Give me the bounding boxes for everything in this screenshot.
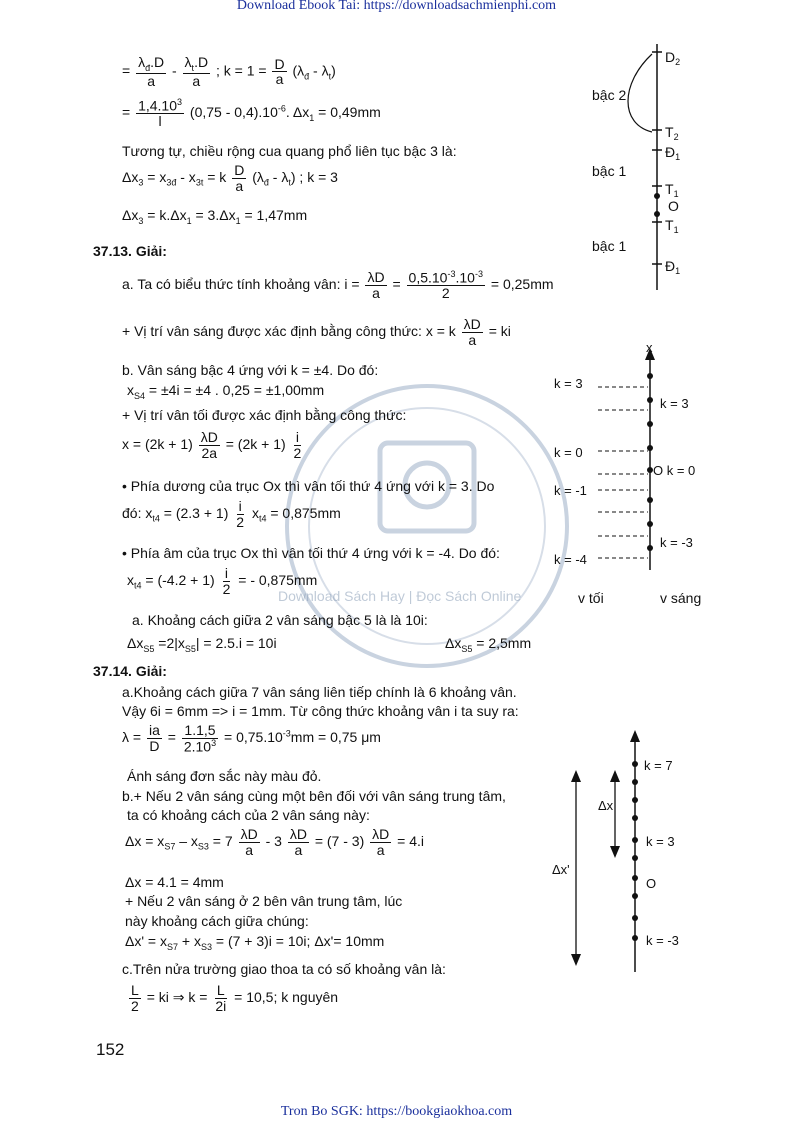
label-t2: $T_2$ bbox=[665, 124, 679, 142]
section-37-14-title: 37.14. Giải: bbox=[93, 663, 167, 679]
eq-delta-x-prime: $\Delta x' = x_{S7} + x_{S3} = (7 + 3)i = 10i$; Δx'= 10mm bbox=[125, 933, 385, 952]
eq-line-2: = $\frac{1,4.10^3}{l}$ $(0,75 - 0,4).10^{-6}$. $\Delta x_1 = 0,49mm$ bbox=[122, 97, 381, 130]
label-delta-x-prime: Δx' bbox=[552, 862, 570, 877]
label-km3: k = -3 bbox=[646, 933, 679, 948]
label-v-toi: v tối bbox=[578, 590, 604, 606]
label-k3: k = 3 bbox=[646, 834, 675, 849]
footer-link[interactable]: Tron Bo SGK: https://bookgiaokhoa.com bbox=[280, 1104, 513, 1119]
label-o: O bbox=[668, 198, 679, 214]
label-t1: $T_1$ bbox=[665, 181, 679, 199]
text-dx-4mm: Δx = 4.1 = 4mm bbox=[125, 874, 224, 890]
eq-khoang-van: a. Ta có biểu thức tính khoảng vân: i = $\frac{\lambda D}{a}$ = $\frac{0,5.10^{-3}.10^{-3}}{2}$ = 0,25mm bbox=[122, 269, 554, 302]
x-axis-label: x bbox=[646, 340, 653, 355]
label-d1-bottom: $Đ_1$ bbox=[665, 258, 681, 276]
eq-xs4: $x_{S4} = \pm 4i = \pm 4$ . 0,25 = ±1,00mm bbox=[127, 382, 325, 401]
dark-fringe-lines bbox=[598, 387, 648, 558]
eq-line-5: $\Delta x_3 = k.\Delta x_1 = 3.\Delta x_1 = 1,47mm$ bbox=[122, 207, 308, 226]
spectrum-diagram bbox=[580, 44, 700, 292]
eq-phia-duong: đó: $x_{t4} = (2.3 + 1)$ $\frac{i}{2}$ $x_{t4} = 0,875mm$ bbox=[122, 498, 341, 530]
text-37-14-b2: ta có khoảng cách của 2 vân sáng này: bbox=[127, 807, 370, 823]
text-phia-duong: • Phía dương của trục Ox thì vân tối thứ 4 ứng với k = 3. Do bbox=[122, 478, 495, 494]
eq-phia-am: $x_{t4} = (-4.2 + 1)$ $\frac{i}{2}$ = - 0,875mm bbox=[127, 565, 318, 597]
eq-lambda: λ = $\frac{ia}{D}$ = $\frac{1.1,5}{2.10^3}$ = $0,75.10^{-3}mm = 0,75$ μm bbox=[122, 722, 381, 755]
label-km4-left: k = -4 bbox=[554, 552, 587, 567]
page-number: 152 bbox=[96, 1040, 125, 1059]
label-bac1-top: bậc 1 bbox=[592, 163, 627, 179]
text-37-14-b4: này khoảng cách giữa chúng: bbox=[125, 913, 309, 929]
label-k0-right: O k = 0 bbox=[653, 463, 696, 478]
fringe-diagram bbox=[548, 340, 728, 612]
label-bac1-bottom: bậc 1 bbox=[592, 238, 627, 254]
text-khoang-cach: a. Khoảng cách giữa 2 vân sáng bậc 5 là là 10i: bbox=[132, 612, 428, 628]
label-t1-bottom: $T_1$ bbox=[665, 217, 679, 235]
watermark-text: Download Sách Hay | Đọc Sách Online bbox=[278, 588, 522, 604]
eq-vi-tri-sang: + Vị trí vân sáng được xác định bằng công thức: x = k $\frac{\lambda D}{a}$ = ki bbox=[122, 316, 511, 348]
label-km1-left: k = -1 bbox=[554, 483, 587, 498]
text-mau-do: Ánh sáng đơn sắc này màu đỏ. bbox=[127, 768, 322, 784]
eq-line-4: $\Delta x_3 = x_{3đ} - x_{3t} = k$ $\frac{D}{a}$ $(\lambda_đ - \lambda_t)$ ; k = 3 bbox=[122, 162, 338, 194]
label-k0-left: k = 0 bbox=[554, 445, 583, 460]
eq-line-1: = $\frac{\lambda_đ.D}{a}$ - $\frac{\lambda_t.D}{a}$ ; k = 1 = $\frac{D}{a}$ $(\lambda_đ - \lambda_t)$ bbox=[122, 54, 336, 90]
label-d2: $D_2$ bbox=[665, 49, 681, 67]
eq-khoang-cach: $\Delta x_{S5} =2|x_{S5}| = 2.5.i = 10i$ bbox=[127, 635, 277, 654]
text-37-14-l1: a.Khoảng cách giữa 7 vân sáng liên tiếp chính là 6 khoảng vân. bbox=[122, 684, 517, 700]
text-phia-am: • Phía âm của trục Ox thì vân tối thứ 4 ứng với k = -4. Do đó: bbox=[122, 545, 500, 561]
eq-khoang-cach-result: $\Delta x_{S5} = 2,5mm$ bbox=[445, 635, 532, 654]
header-link[interactable]: Download Ebook Tai: https://downloadsachmienphi.com bbox=[236, 0, 557, 13]
text-37-14-c: c.Trên nửa trường giao thoa ta có số khoảng vân là: bbox=[122, 961, 446, 977]
text-37-14-l2: Vậy 6i = 6mm => i = 1mm. Từ công thức khoảng vân i ta suy ra: bbox=[122, 703, 519, 719]
label-o-2: O bbox=[646, 876, 657, 891]
label-bac2: bậc 2 bbox=[592, 87, 627, 103]
text-b: b. Vân sáng bậc 4 ứng với k = ±4. Do đó: bbox=[122, 362, 379, 378]
label-delta-x: Δx bbox=[598, 798, 614, 813]
label-km3-right: k = -3 bbox=[660, 535, 693, 550]
label-d1: $Đ_1$ bbox=[665, 144, 681, 162]
eq-vi-tri-toi: x = (2k + 1) $\frac{\lambda D}{2a}$ = (2k + 1) $\frac{i}{2}$ bbox=[122, 429, 302, 461]
text-vi-tri-toi: + Vị trí vân tối được xác định bằng công thức: bbox=[122, 407, 407, 423]
text-37-14-b1: b.+ Nếu 2 vân sáng cùng một bên đối với vân sáng trung tâm, bbox=[122, 788, 506, 804]
section-37-13-title: 37.13. Giải: bbox=[93, 243, 167, 259]
label-k3-left: k = 3 bbox=[554, 376, 583, 391]
distance-diagram bbox=[540, 728, 710, 980]
label-k7: k = 7 bbox=[644, 758, 673, 773]
eq-delta-x: $\Delta x = x_{S7} - x_{S3} = 7$ $\frac{\lambda D}{a}$ - 3 $\frac{\lambda D}{a}$ = (7 - 3) $\frac{\lambda D}{a}$ = 4.i bbox=[125, 826, 424, 858]
label-v-sang: v sáng bbox=[660, 590, 702, 606]
label-k3-right: k = 3 bbox=[660, 396, 689, 411]
eq-half-field: $\frac{L}{2}$ = ki ⇒ k = $\frac{L}{2i}$ = 10,5; k nguyên bbox=[131, 982, 339, 1014]
text-line-3: Tương tự, chiều rộng cua quang phổ liên tục bậc 3 là: bbox=[122, 143, 457, 159]
text-37-14-b3: + Nếu 2 vân sáng ở 2 bên vân trung tâm, lúc bbox=[125, 893, 403, 909]
